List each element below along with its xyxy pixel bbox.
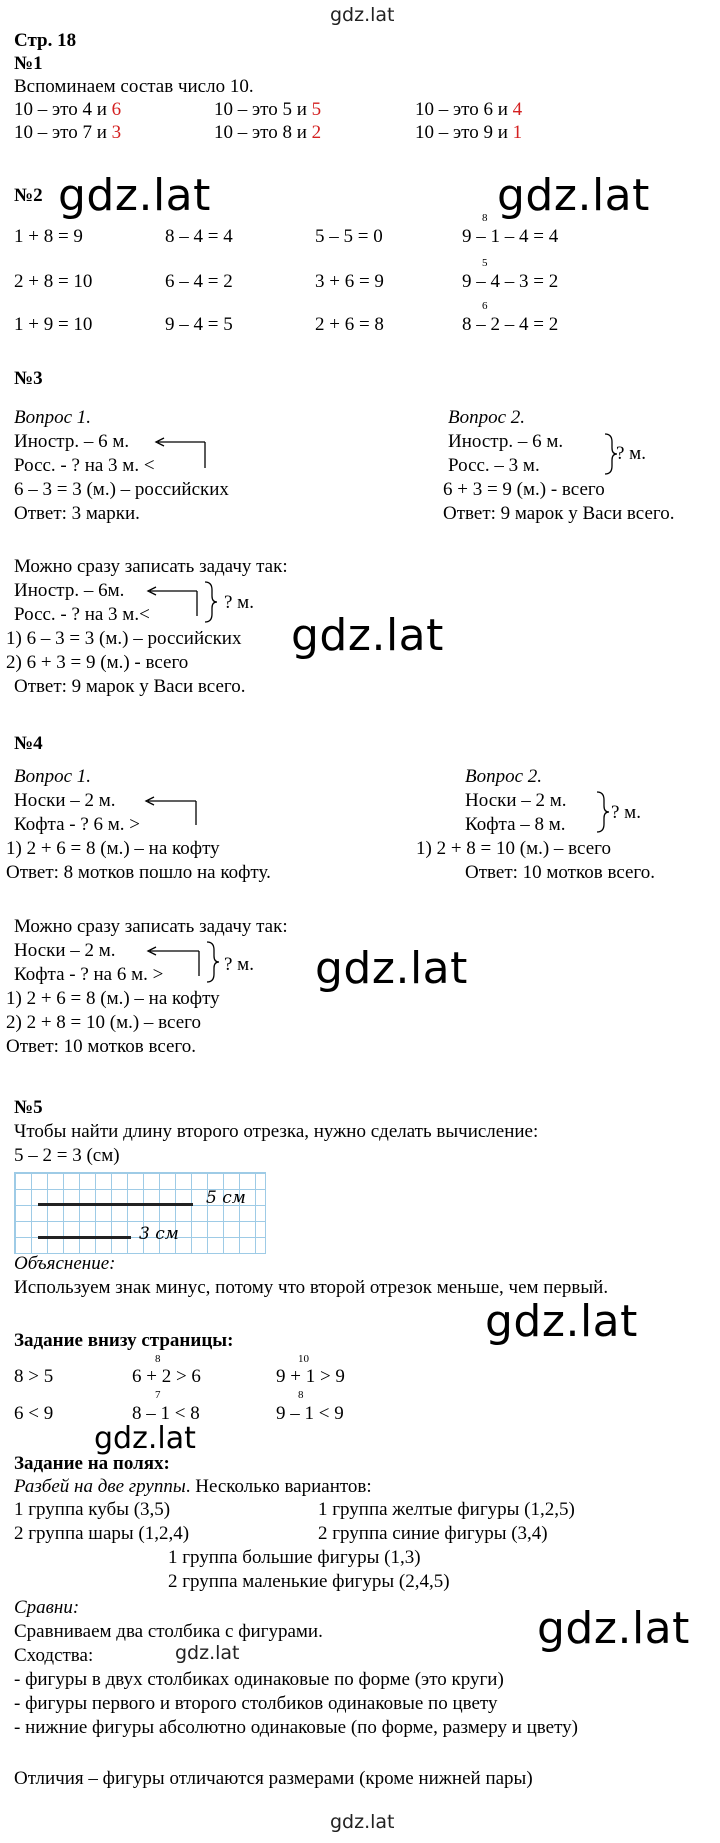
task3-q1-head: Вопрос 1. [14, 407, 92, 428]
task4-combined-line: 2) 2 + 8 = 10 (м.) – всего [6, 1012, 201, 1033]
task4-combined-brace [207, 942, 219, 982]
task5-title: №5 [14, 1097, 43, 1118]
task1-cell: 10 – это 6 и 4 [415, 99, 523, 120]
task3-combined-intro: Можно сразу записать задачу так: [14, 556, 288, 577]
task4-q2-brace-label: ? м. [611, 802, 641, 823]
similar-line: - фигуры первого и второго столбиков одинаковые по цвету [14, 1693, 498, 1714]
similar-line: - фигуры в двух столбиках одинаковые по форме (это круги) [14, 1669, 504, 1690]
task4-q1-line: Ответ: 8 мотков пошло на кофту. [6, 862, 271, 883]
bottom-task-expr: 9 + 1 > 9 [276, 1366, 345, 1387]
task2-expr: 6 – 4 = 2 [165, 271, 233, 292]
compare-head: Сравни: [14, 1597, 80, 1618]
watermark-small: gdz.lat [175, 1642, 240, 1664]
task3-combined-line: Росс. - ? на 3 м.< [14, 604, 150, 625]
task3-q1-line: 6 – 3 = 3 (м.) – российских [14, 479, 229, 500]
margin-task-group: 1 группа кубы (3,5) [14, 1499, 171, 1520]
task2-hint: 6 [482, 300, 488, 312]
task3-q1-line: Ответ: 3 марки. [14, 503, 140, 524]
bottom-task-hint: 8 [155, 1353, 161, 1365]
watermark-big: gdz.lat [58, 170, 211, 221]
task3-q2-brace [605, 434, 617, 474]
bottom-task-expr: 9 – 1 < 9 [276, 1403, 344, 1424]
task3-combined-line: 1) 6 – 3 = 3 (м.) – российских [6, 628, 242, 649]
task5-expl: Используем знак минус, потому что второй отрезок меньше, чем первый. [14, 1277, 609, 1298]
task1-title: №1 [14, 53, 43, 74]
margin-task-group: 2 группа шары (1,2,4) [14, 1523, 190, 1544]
task5-intro: Чтобы найти длину второго отрезка, нужно сделать вычисление: [14, 1121, 539, 1142]
task4-q1-line: Кофта - ? 6 м. > [14, 814, 141, 835]
task2-expr: 9 – 4 = 5 [165, 314, 233, 335]
bottom-task-expr: 8 > 5 [14, 1366, 54, 1387]
task1-cell: 10 – это 4 и 6 [14, 99, 122, 120]
bottom-task-expr: 6 < 9 [14, 1403, 54, 1424]
watermark-big: gdz.lat [485, 1296, 638, 1347]
task4-q2-brace [597, 792, 609, 832]
margin-task-subtitle: Разбей на две группы. Несколько вариантов: [14, 1476, 372, 1497]
task4-q2-head: Вопрос 2. [465, 766, 543, 787]
task3-q2-line: Иностр. – 6 м. [448, 431, 564, 452]
task1-cell: 10 – это 7 и 3 [14, 122, 122, 143]
watermark-big: gdz.lat [497, 170, 650, 221]
task4-title: №4 [14, 733, 43, 754]
task3-q2-line: Ответ: 9 марок у Васи всего. [443, 503, 675, 524]
task5-calc: 5 – 2 = 3 (см) [14, 1145, 120, 1166]
similar-line: - нижние фигуры абсолютно одинаковые (по форме, размеру и цвету) [14, 1717, 578, 1738]
task2-expr: 8 – 2 – 4 = 2 [462, 314, 559, 335]
task4-combined-line: Ответ: 10 мотков всего. [6, 1036, 196, 1057]
task4-q1-line: 1) 2 + 6 = 8 (м.) – на кофту [6, 838, 220, 859]
task4-q1-line: Носки – 2 м. [14, 790, 116, 811]
task3-q2-head: Вопрос 2. [448, 407, 526, 428]
task3-title: №3 [14, 368, 43, 389]
bottom-task-hint: 7 [155, 1389, 161, 1401]
bottom-task-title: Задание внизу страницы: [14, 1330, 234, 1351]
task2-hint: 5 [482, 257, 488, 269]
margin-task-group: 2 группа синие фигуры (3,4) [318, 1523, 548, 1544]
difference-line: Отличия – фигуры отличаются размерами (кроме нижней пары) [14, 1768, 533, 1789]
segment-long-label: 5 см [206, 1188, 246, 1208]
task2-expr: 1 + 9 = 10 [14, 314, 93, 335]
task3-q1-line: Росс. - ? на 3 м. < [14, 455, 155, 476]
margin-task-group: 1 группа большие фигуры (1,3) [168, 1547, 421, 1568]
task3-combined-line: Ответ: 9 марок у Васи всего. [14, 676, 246, 697]
task3-combined-brace-label: ? м. [224, 592, 254, 613]
task5-expl-head: Объяснение: [14, 1253, 116, 1274]
task4-q1-head: Вопрос 1. [14, 766, 92, 787]
watermark-big: gdz.lat [315, 943, 468, 994]
task2-expr: 2 + 8 = 10 [14, 271, 93, 292]
task3-combined-line: Иностр. – 6м. [14, 580, 125, 601]
margin-task-group: 1 группа желтые фигуры (1,2,5) [318, 1499, 575, 1520]
watermark-big: gdz.lat [537, 1603, 690, 1654]
task2-expr: 9 – 4 – 3 = 2 [462, 271, 559, 292]
task2-title: №2 [14, 185, 43, 206]
task3-combined-line: 2) 6 + 3 = 9 (м.) - всего [6, 652, 189, 673]
task3-q2-line: Росс. – 3 м. [448, 455, 540, 476]
task4-q2-line: Кофта – 8 м. [465, 814, 566, 835]
task4-q2-line: 1) 2 + 8 = 10 (м.) – всего [416, 838, 611, 859]
task1-cell: 10 – это 5 и 5 [214, 99, 322, 120]
task2-hint: 8 [482, 212, 488, 224]
task3-q1-line: Иностр. – 6 м. [14, 431, 130, 452]
bottom-task-expr: 8 – 1 < 8 [132, 1403, 200, 1424]
task3-combined-brace [205, 582, 217, 622]
bottom-task-hint: 8 [298, 1389, 304, 1401]
page-number: Стр. 18 [14, 30, 77, 51]
task2-expr: 1 + 8 = 9 [14, 226, 83, 247]
task2-expr: 8 – 4 = 4 [165, 226, 233, 247]
margin-task-title: Задание на полях: [14, 1453, 170, 1474]
task4-combined-line: Кофта - ? на 6 м. > [14, 964, 164, 985]
task4-q2-line: Носки – 2 м. [465, 790, 567, 811]
task1-cell: 10 – это 8 и 2 [214, 122, 322, 143]
task4-combined-intro: Можно сразу записать задачу так: [14, 916, 288, 937]
task2-expr: 5 – 5 = 0 [315, 226, 383, 247]
bottom-task-expr: 6 + 2 > 6 [132, 1366, 201, 1387]
task3-q2-brace-label: ? м. [616, 443, 646, 464]
task4-q2-line: Ответ: 10 мотков всего. [465, 862, 655, 883]
task1-cell: 10 – это 9 и 1 [415, 122, 523, 143]
task2-expr: 2 + 6 = 8 [315, 314, 384, 335]
task1-intro: Вспоминаем состав число 10. [14, 76, 254, 97]
bottom-task-hint: 10 [298, 1353, 309, 1365]
watermark-big: gdz.lat [291, 610, 444, 661]
similar-head: Сходства: [14, 1645, 94, 1666]
task2-expr: 3 + 6 = 9 [315, 271, 384, 292]
watermark-top: gdz.lat [330, 4, 395, 26]
task3-q2-line: 6 + 3 = 9 (м.) - всего [443, 479, 605, 500]
task4-combined-brace-label: ? м. [224, 954, 254, 975]
compare-line: Сравниваем два столбика с фигурами. [14, 1621, 323, 1642]
task2-expr: 9 – 1 – 4 = 4 [462, 226, 559, 247]
segment-short-label: 3 см [139, 1224, 179, 1244]
watermark-mid: gdz.lat [94, 1421, 196, 1456]
task4-combined-line: 1) 2 + 6 = 8 (м.) – на кофту [6, 988, 220, 1009]
margin-task-group: 2 группа маленькие фигуры (2,4,5) [168, 1571, 450, 1592]
watermark-bottom: gdz.lat [330, 1811, 395, 1833]
task4-combined-line: Носки – 2 м. [14, 940, 116, 961]
